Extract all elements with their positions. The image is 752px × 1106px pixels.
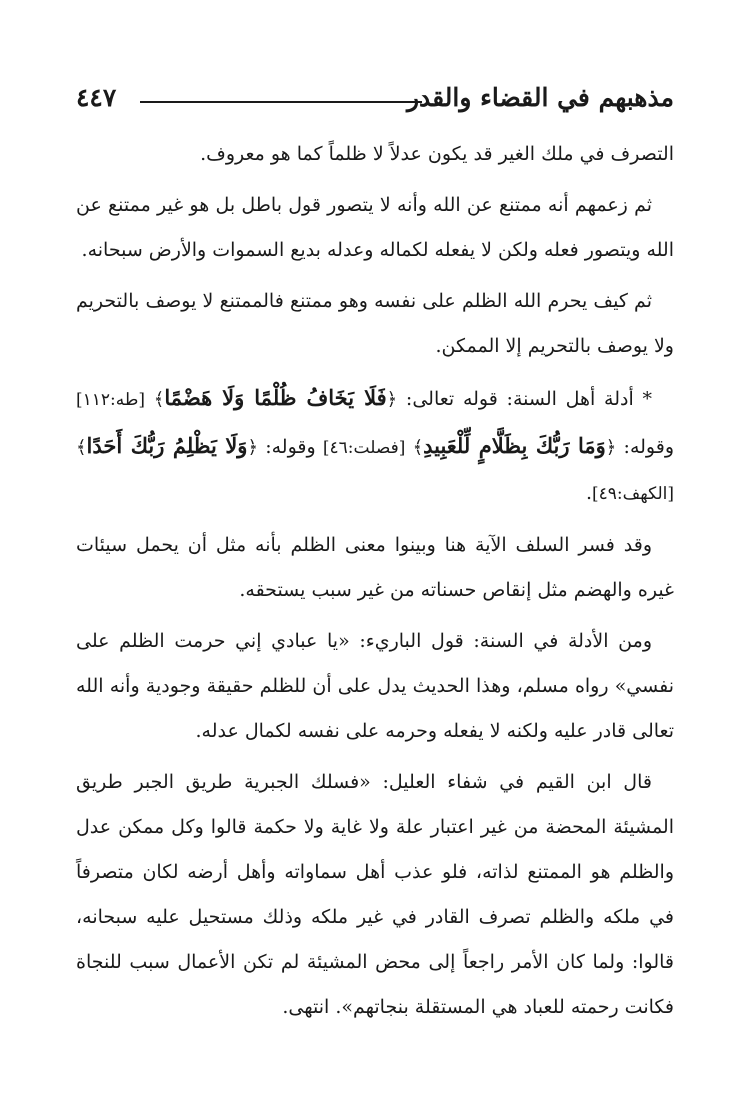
paragraph-3: ثم كيف يحرم الله الظلم على نفسه وهو ممتنع فالممتنع لا يوصف بالتحريم ولا يوصف بالتحريم إلا الممكن.: [76, 290, 674, 357]
running-title: مذهبهم في القضاء والقدر: [406, 83, 674, 112]
ornate-bracket-open-3: ﴿: [247, 437, 258, 458]
ornate-bracket-open-1: ﴿: [386, 389, 398, 410]
evidence-end: .: [585, 482, 592, 504]
ornate-bracket-close-3: ﴾: [76, 437, 87, 458]
quran-verse-3: وَلَا يَظْلِمُ رَبُّكَ أَحَدًا: [86, 433, 248, 458]
quran-verse-1: فَلَا يَخَافُ ظُلْمًا وَلَا هَضْمًا: [164, 385, 387, 410]
evidence-lead: * أدلة أهل السنة: قوله تعالى:: [397, 388, 652, 410]
header-rule: [140, 101, 422, 103]
paragraph-4-evidence: [76, 375, 674, 517]
paragraph-1: التصرف في ملك الغير قد يكون عدلاً لا ظلماً كما هو معروف.: [200, 143, 674, 165]
body-text: [76, 132, 674, 1030]
paragraph-2: ثم زعمهم أنه ممتنع عن الله وأنه لا يتصور قول باطل بل هو غير ممتنع عن الله ويتصور فعله ولكن لا يفعله لكماله وعدله بديع السموات والأرض سبحانه.: [76, 194, 674, 261]
quran-verse-2: وَمَا رَبُّكَ بِظَلَّامٍ لِّلْعَبِيدِ: [423, 433, 606, 458]
verse-reference-1: [طه:١١٢]: [76, 390, 146, 410]
page-header: [76, 78, 674, 118]
book-page: [76, 78, 674, 1036]
paragraph-6: ومن الأدلة في السنة: قول الباريء: «يا عبادي إني حرمت الظلم على نفسي» رواه مسلم، وهذا الحديث يدل على أن للظلم حقيقة وجودية وأنه الله تعالى قادر عليه ولكنه لا يفعله وحرمه على نفسه لكمال عدله.: [76, 630, 674, 742]
ornate-bracket-close-2: ﴾: [412, 437, 424, 458]
verse-reference-3: [الكهف:٤٩]: [592, 484, 674, 504]
ornate-bracket-close-1: ﴾: [153, 389, 165, 410]
ornate-bracket-open-2: ﴿: [605, 437, 617, 458]
paragraph-5: وقد فسر السلف الآية هنا وبينوا معنى الظلم بأنه مثل أن يحمل سيئات غيره والهضم مثل إنقاص حسناته من غير سبب يستحقه.: [76, 534, 674, 601]
verse-reference-2: [فصلت:٤٦]: [322, 438, 406, 458]
connector-1: وقوله:: [616, 436, 674, 458]
page-number: ٤٤٧: [76, 83, 117, 112]
paragraph-7-quote: قال ابن القيم في شفاء العليل: «فسلك الجبرية طريق الجبر طريق المشيئة المحضة من غير اعتبار علة ولا غاية ولا حكمة قالوا وكل ممكن عدل والظلم هو الممتنع لذاته، فلو عذب أهل سماواته وأهل أرضه لكان متصرفاً في ملكه والظلم تصرف القادر في غير ملكه وذلك مستحيل عليه سبحانه، قالوا: ولما كان الأمر راجعاً إلى محض المشيئة لم تكن الأعمال سبب للنجاة فكانت رحمته للعباد هي المستقلة بنجاتهم». انتهى.: [76, 771, 674, 1018]
connector-2: وقوله:: [258, 436, 323, 458]
